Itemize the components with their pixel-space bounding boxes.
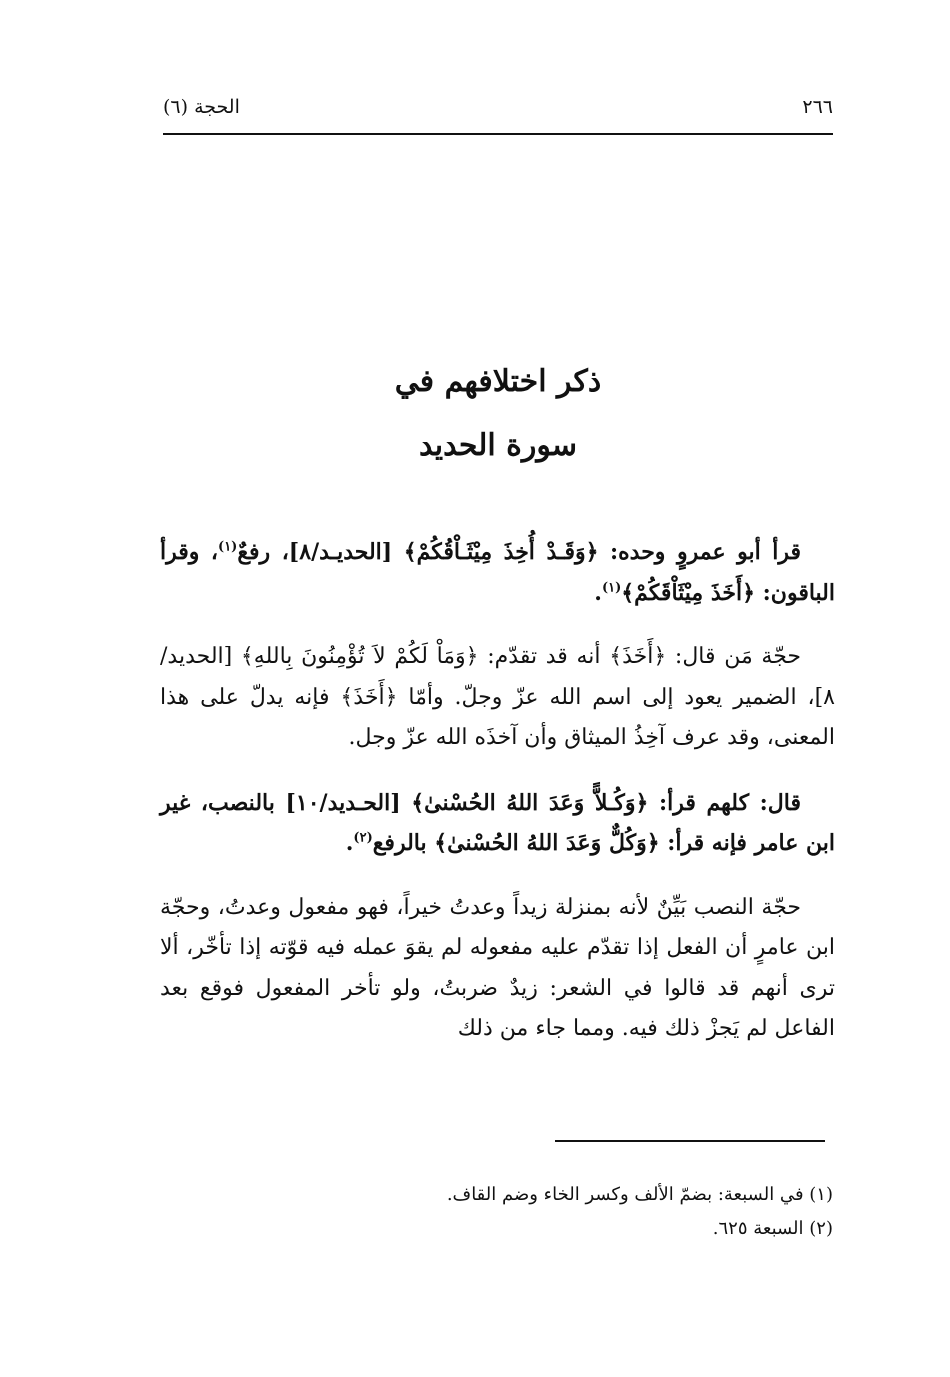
paragraph-1-text-b: ، وقرأ الباقون: ﴿أَخَذَ مِيْثَاْقَكُمْ﴾ <box>160 539 835 606</box>
paragraph-3-text-a: قال: كلهم قرأ: ﴿وَكُـلاًّ وَعَدَ اللهُ الحُسْنىٰ﴾ [الحـديد/١٠] بالنصب، غير ابن عامر فإنه قرأ: ﴿وَكُلٌّ وَعَدَ اللهُ الحُسْنىٰ﴾ بالرفع <box>160 789 835 856</box>
page-number: ٢٦٦ <box>802 96 833 118</box>
footnotes <box>163 1178 833 1246</box>
chapter-title-line-2: سورة الحديد <box>419 428 577 463</box>
footnote-1: (١) في السبعة: بضمّ الألف وكسر الخاء وضم القاف. <box>446 1184 833 1205</box>
paragraph-3-text-b: . <box>345 830 354 856</box>
running-head <box>163 92 833 122</box>
footnote-ref-1: (١) <box>218 539 238 555</box>
chapter-title-line-1: ذكر اختلافهم في <box>394 364 602 399</box>
footnote-rule <box>555 1140 825 1142</box>
header-rule <box>163 133 833 135</box>
body-text <box>160 532 835 1074</box>
running-title: الحجة (٦) <box>163 96 240 118</box>
chapter-title <box>163 350 833 478</box>
paragraph-3 <box>160 783 835 864</box>
paragraph-4: حجّة النصب بَيِّنٌ لأنه بمنزلة زيداً وعدتُ خيراً، فهو مفعول وعدتُ، وحجّة ابن عامرٍ أن الفعل إذا تقدّم عليه مفعوله لم يقوَ عمله فيه قوّته إذا تأخّر، ألا ترى أنهم قد قالوا في الشعر: زيدٌ ضربتُ، ولو تأخر المفعول فوقع بعد الفاعل لم يَجزْ ذلك فيه. ومما جاء من ذلك <box>160 894 835 1041</box>
footnote-2: (٢) السبعة ٦٢٥. <box>712 1218 833 1239</box>
footnote-ref-2: (٢) <box>353 830 373 846</box>
paragraph-2: حجّة مَن قال: ﴿أَخَذَ﴾ أنه قد تقدّم: ﴿وَمَاْ لَكُمْ لاَ تُؤْمِنُونَ بِاللهِ﴾ [الحديد/٨]، الضمير يعود إلى اسم الله عزّ وجلّ. وأمّا ﴿أَخَذَ﴾ فإنه يدلّ على هذا المعنى، وقد عرف آخِذُ الميثاق وأن آخذَه الله عزّ وجل. <box>160 644 835 750</box>
paragraph-1-text-a: قرأ أبو عمروٍ وحده: ﴿وَقَـدْ أُخِذَ مِيْثَـاْقُكُمْ﴾ [الحديـد/٨]، رفعٌ <box>237 539 802 565</box>
paragraph-1-text-c: . <box>594 579 602 606</box>
paragraph-1 <box>160 532 835 613</box>
footnote-ref-1b: (١) <box>601 580 622 596</box>
